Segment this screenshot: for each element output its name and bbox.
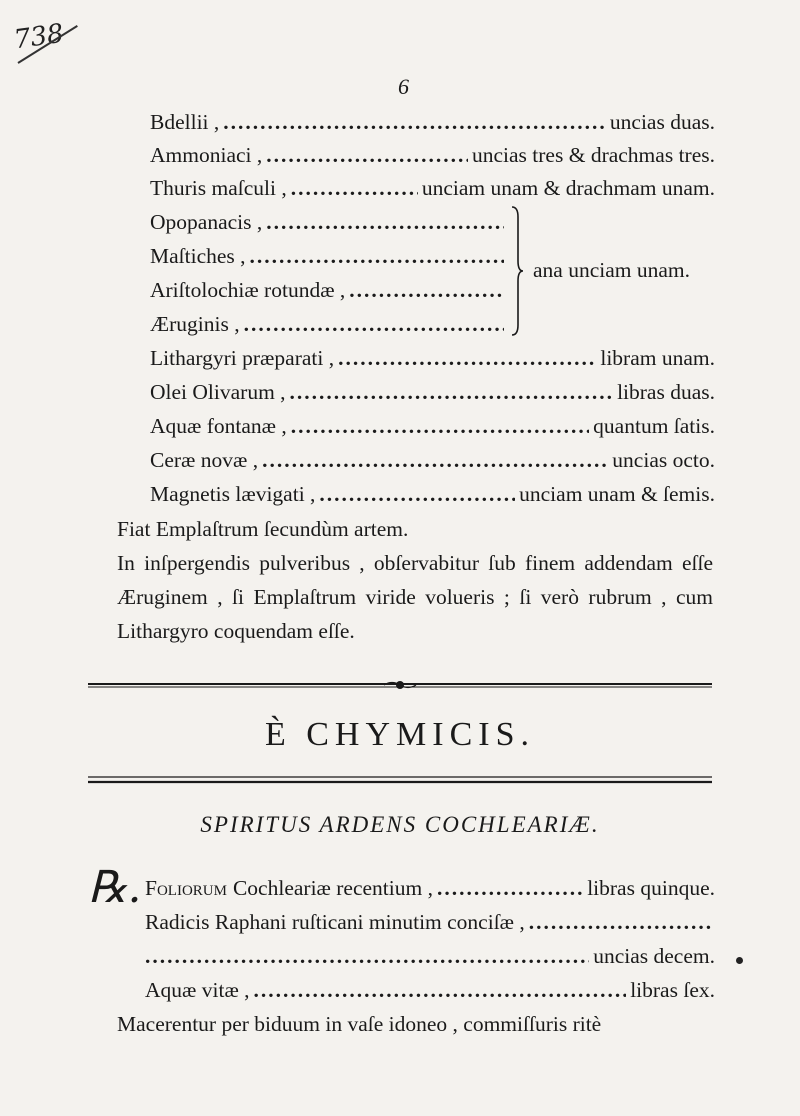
leader-dots bbox=[223, 110, 606, 135]
ingredient-name: Æruginis , bbox=[150, 312, 240, 336]
brace-label: ana unciam unam. bbox=[533, 258, 691, 282]
leader-dots bbox=[145, 944, 589, 969]
ingredient-qty: uncias octo. bbox=[612, 448, 715, 472]
leader-dots bbox=[529, 910, 711, 935]
ornamental-rule bbox=[88, 680, 712, 692]
ingredient-name: Ceræ novæ , bbox=[150, 448, 259, 472]
ingredient-line bbox=[150, 278, 508, 303]
recipe-line bbox=[145, 876, 715, 901]
note-paragraph: In inſpergendis pulveribus , obſervabitur ſub finem addendam eſſe Æruginem , ſi Emplaſtrum viride volueris ; ſi verò rubrum , cum Lithargyro coquendam eſſe. bbox=[117, 551, 713, 643]
leader-dots bbox=[266, 210, 504, 235]
recipe-line bbox=[117, 1012, 715, 1037]
ingredient-line bbox=[150, 143, 715, 168]
ingredient-name: Opopanacis , bbox=[150, 210, 263, 234]
recipe-title: SPIRITUS ARDENS COCHLEARIÆ. bbox=[200, 812, 600, 837]
recipe-item-rest: Cochleariæ recentium , bbox=[232, 876, 433, 900]
ingredient-line bbox=[150, 176, 715, 201]
page-number: 6 bbox=[398, 74, 409, 99]
ingredient-name: Thuris maſculi , bbox=[150, 176, 287, 200]
leader-dots bbox=[338, 346, 596, 371]
leader-dots bbox=[290, 380, 614, 405]
leader-dots bbox=[262, 448, 608, 473]
ingredient-line bbox=[150, 346, 715, 371]
ingredient-name: Magnetis lævigati , bbox=[150, 482, 316, 506]
ingredient-line bbox=[150, 244, 508, 269]
ingredient-qty: uncias tres & drachmas tres. bbox=[472, 143, 715, 167]
ingredient-name: Ammoniaci , bbox=[150, 143, 263, 167]
ingredient-line bbox=[150, 414, 715, 439]
ingredient-qty: unciam unam & drachmam unam. bbox=[421, 176, 715, 200]
recipe-item-name: Aquæ vitæ , bbox=[145, 978, 250, 1002]
recipe-item-qty: libras quinque. bbox=[587, 876, 715, 900]
ingredient-line bbox=[150, 380, 715, 405]
recipe-symbol: ℞. bbox=[88, 862, 142, 913]
leader-dots bbox=[437, 876, 583, 901]
double-rule bbox=[88, 774, 712, 786]
ingredient-qty: unciam unam & ſemis. bbox=[519, 482, 715, 506]
leader-dots bbox=[244, 312, 504, 337]
recipe-item-name: Foliorum bbox=[145, 876, 227, 900]
ingredient-line bbox=[150, 312, 508, 337]
curly-brace bbox=[510, 205, 524, 337]
ingredient-line bbox=[150, 110, 715, 135]
leader-dots bbox=[254, 978, 627, 1003]
leader-dots bbox=[250, 244, 504, 269]
ingredient-line bbox=[150, 482, 715, 507]
leader-dots bbox=[266, 143, 468, 168]
ingredient-name: Lithargyri præparati , bbox=[150, 346, 335, 370]
ingredient-qty: quantum ſatis. bbox=[593, 414, 715, 438]
ingredient-qty: uncias duas. bbox=[609, 110, 715, 134]
leader-dots bbox=[291, 176, 418, 201]
ingredient-name: Ariſtolochiæ rotundæ , bbox=[150, 278, 346, 302]
recipe-line bbox=[145, 978, 715, 1003]
ingredient-name: Olei Olivarum , bbox=[150, 380, 286, 404]
recipe-line bbox=[145, 910, 715, 935]
leader-dots bbox=[291, 414, 589, 439]
ingredient-qty: libram unam. bbox=[600, 346, 715, 370]
instruction-paragraph: Fiat Emplaſtrum ſecundùm artem. bbox=[117, 517, 409, 541]
section-title: È CHYMICIS. bbox=[264, 716, 536, 753]
margin-mark bbox=[736, 957, 743, 964]
recipe-text: Macerentur per biduum in vaſe idoneo , commiſſuris ritè bbox=[117, 1012, 602, 1036]
recipe-item-qty: uncias decem. bbox=[593, 944, 715, 968]
recipe-line bbox=[145, 944, 715, 969]
recipe-item-qty: libras ſex. bbox=[630, 978, 715, 1002]
manuscript-note: 738 bbox=[12, 18, 66, 56]
ingredient-name: Maſtiches , bbox=[150, 244, 246, 268]
ingredient-line bbox=[150, 210, 508, 235]
leader-dots bbox=[349, 278, 504, 303]
ingredient-name: Aquæ fontanæ , bbox=[150, 414, 287, 438]
ingredient-line bbox=[150, 448, 715, 473]
ingredient-name: Bdellii , bbox=[150, 110, 220, 134]
ingredient-qty: libras duas. bbox=[617, 380, 715, 404]
recipe-item-name: Radicis Raphani ruſticani minutim conciſæ , bbox=[145, 910, 525, 934]
leader-dots bbox=[319, 482, 515, 507]
